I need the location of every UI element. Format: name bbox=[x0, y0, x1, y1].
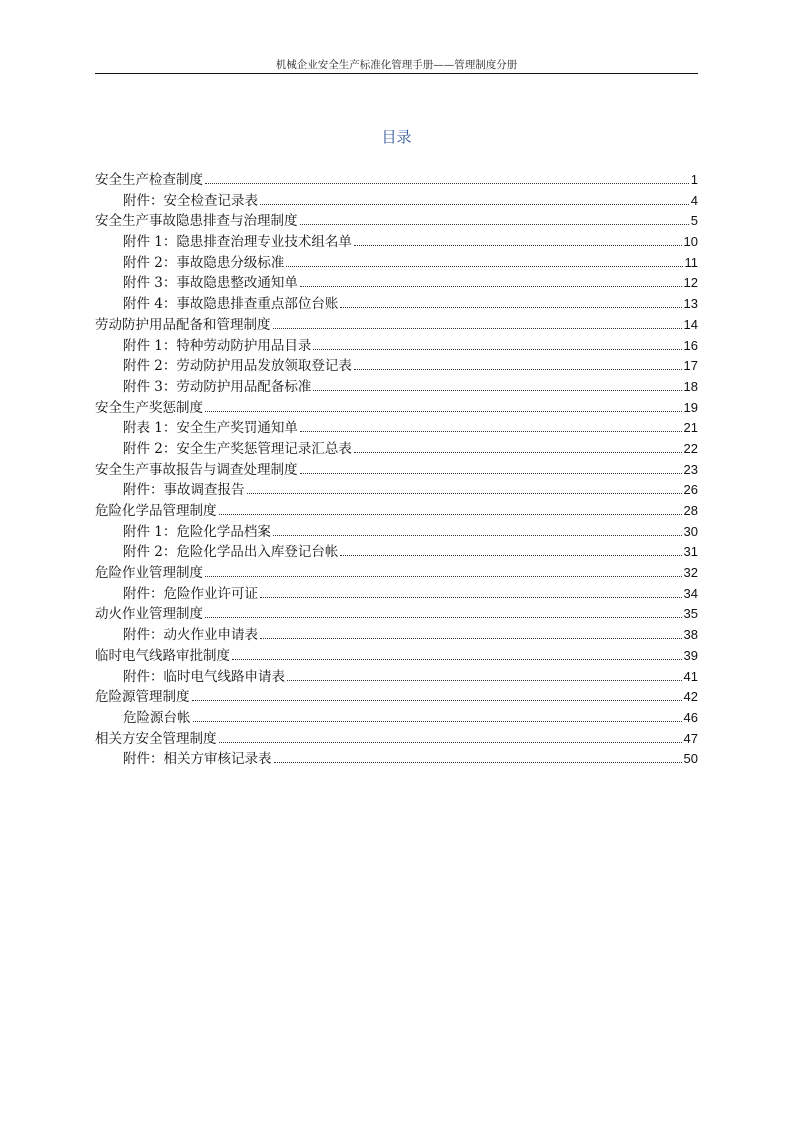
toc-entry[interactable] bbox=[95, 604, 698, 625]
toc-entry[interactable] bbox=[95, 729, 698, 750]
toc-subentry[interactable] bbox=[95, 253, 698, 274]
toc-page-number[interactable]: 39 bbox=[683, 647, 698, 663]
toc-dot-leader bbox=[300, 473, 682, 474]
toc-page-number[interactable]: 10 bbox=[683, 234, 698, 250]
toc-entry[interactable] bbox=[95, 170, 698, 191]
toc-subentry[interactable] bbox=[95, 749, 698, 770]
toc-subentry[interactable] bbox=[95, 522, 698, 543]
header-rule bbox=[95, 73, 698, 74]
toc-subentry[interactable] bbox=[95, 542, 698, 563]
toc-page-number[interactable]: 47 bbox=[683, 730, 698, 746]
toc-entry-label[interactable]: 附件 1：危险化学品档案 bbox=[123, 523, 271, 540]
toc-subentry[interactable] bbox=[95, 480, 698, 501]
toc-page-number[interactable]: 18 bbox=[683, 378, 698, 394]
toc-subentry[interactable] bbox=[95, 708, 698, 729]
toc-entry-label[interactable]: 危险作业管理制度 bbox=[95, 565, 203, 582]
toc-dot-leader bbox=[300, 224, 689, 225]
toc-subentry[interactable] bbox=[95, 191, 698, 212]
toc-dot-leader bbox=[205, 617, 682, 618]
toc-entry[interactable] bbox=[95, 563, 698, 584]
toc-page-number[interactable]: 19 bbox=[683, 399, 698, 415]
table-of-contents bbox=[95, 170, 698, 770]
toc-subentry[interactable] bbox=[95, 667, 698, 688]
toc-dot-leader bbox=[354, 369, 682, 370]
toc-subentry[interactable] bbox=[95, 584, 698, 605]
toc-dot-leader bbox=[273, 535, 682, 536]
toc-dot-leader bbox=[313, 390, 681, 391]
running-header: 机械企业安全生产标准化管理手册——管理制度分册 bbox=[275, 59, 518, 71]
toc-dot-leader bbox=[247, 493, 682, 494]
toc-entry-label[interactable]: 附件 1：特种劳动防护用品目录 bbox=[123, 337, 312, 354]
toc-dot-leader bbox=[354, 452, 682, 453]
toc-dot-leader bbox=[340, 555, 681, 556]
toc-subentry[interactable] bbox=[95, 273, 698, 294]
toc-entry-label[interactable]: 附件 2：劳动防护用品发放领取登记表 bbox=[123, 358, 352, 375]
toc-dot-leader bbox=[300, 431, 682, 432]
toc-entry-label[interactable]: 附件：临时电气线路申请表 bbox=[123, 668, 285, 685]
toc-dot-leader bbox=[300, 286, 682, 287]
toc-page-number[interactable]: 14 bbox=[683, 316, 698, 332]
toc-entry-label[interactable]: 附件 3：事故隐患整改通知单 bbox=[123, 275, 298, 292]
toc-entry[interactable] bbox=[95, 460, 698, 481]
toc-entry[interactable] bbox=[95, 211, 698, 232]
toc-dot-leader bbox=[273, 328, 682, 329]
toc-dot-leader bbox=[205, 183, 689, 184]
toc-dot-leader bbox=[287, 680, 682, 681]
toc-entry-label[interactable]: 安全生产事故报告与调查处理制度 bbox=[95, 461, 298, 478]
toc-subentry[interactable] bbox=[95, 625, 698, 646]
toc-subentry[interactable] bbox=[95, 418, 698, 439]
toc-entry[interactable] bbox=[95, 315, 698, 336]
toc-dot-leader bbox=[193, 721, 682, 722]
toc-page-number[interactable]: 5 bbox=[690, 213, 698, 229]
toc-page-number[interactable]: 17 bbox=[683, 358, 698, 374]
toc-entry-label[interactable]: 附件 3：劳动防护用品配备标准 bbox=[123, 378, 312, 395]
toc-entry-label[interactable]: 附件 2：安全生产奖惩管理记录汇总表 bbox=[123, 440, 352, 457]
toc-subentry[interactable] bbox=[95, 439, 698, 460]
toc-entry-label[interactable]: 附件 2：危险化学品出入库登记台帐 bbox=[123, 544, 339, 561]
toc-page-number[interactable]: 16 bbox=[683, 337, 698, 353]
toc-entry-label[interactable]: 附件 4：事故隐患排查重点部位台账 bbox=[123, 296, 339, 313]
toc-entry-label[interactable]: 危险化学品管理制度 bbox=[95, 503, 217, 519]
toc-page-number[interactable]: 12 bbox=[683, 275, 698, 291]
toc-dot-leader bbox=[205, 411, 682, 412]
toc-dot-leader bbox=[219, 514, 682, 515]
toc-page-number[interactable]: 11 bbox=[684, 254, 698, 270]
toc-entry-label[interactable]: 附件：事故调查报告 bbox=[123, 482, 245, 499]
toc-entry-label[interactable]: 安全生产奖惩制度 bbox=[95, 399, 203, 416]
toc-entry-label[interactable]: 相关方安全管理制度 bbox=[95, 730, 217, 747]
toc-entry[interactable] bbox=[95, 646, 698, 667]
toc-page-number[interactable]: 50 bbox=[683, 751, 698, 767]
toc-entry-label[interactable]: 安全生产事故隐患排查与治理制度 bbox=[95, 213, 298, 230]
toc-subentry[interactable] bbox=[95, 377, 698, 398]
toc-page-number[interactable]: 22 bbox=[683, 440, 698, 456]
toc-entry-label[interactable]: 危险源管理制度 bbox=[95, 689, 190, 706]
toc-page-number[interactable]: 32 bbox=[683, 565, 698, 581]
toc-entry[interactable] bbox=[95, 687, 698, 708]
toc-entry-label[interactable]: 附件 1：隐患排查治理专业技术组名单 bbox=[123, 234, 352, 251]
toc-entry-label[interactable]: 附件：相关方审核记录表 bbox=[123, 751, 272, 768]
toc-entry-label[interactable]: 附件：动火作业申请表 bbox=[123, 627, 258, 644]
toc-page-number[interactable]: 23 bbox=[683, 461, 698, 477]
toc-page-number[interactable]: 1 bbox=[690, 172, 698, 187]
toc-page-number[interactable]: 41 bbox=[683, 668, 698, 684]
toc-entry[interactable] bbox=[95, 398, 698, 419]
toc-dot-leader bbox=[260, 638, 682, 639]
toc-entry-label[interactable]: 附件：危险作业许可证 bbox=[123, 585, 258, 602]
toc-page-number[interactable]: 34 bbox=[683, 585, 698, 601]
toc-page-number[interactable]: 31 bbox=[683, 544, 698, 560]
toc-page-number[interactable]: 30 bbox=[683, 523, 698, 539]
toc-page-number[interactable]: 38 bbox=[683, 627, 698, 643]
toc-subentry[interactable] bbox=[95, 232, 698, 253]
toc-dot-leader bbox=[313, 349, 681, 350]
toc-subentry[interactable] bbox=[95, 294, 698, 315]
toc-dot-leader bbox=[219, 742, 682, 743]
toc-dot-leader bbox=[260, 204, 689, 205]
toc-dot-leader bbox=[340, 307, 681, 308]
toc-subentry[interactable] bbox=[95, 336, 698, 357]
toc-dot-leader bbox=[286, 266, 682, 267]
toc-subentry[interactable] bbox=[95, 356, 698, 377]
toc-title: 目录 bbox=[381, 128, 412, 146]
toc-dot-leader bbox=[232, 659, 682, 660]
toc-entry[interactable] bbox=[95, 501, 698, 522]
toc-entry-label[interactable]: 动火作业管理制度 bbox=[95, 606, 203, 623]
toc-entry-label[interactable]: 附件 2：事故隐患分级标准 bbox=[123, 254, 285, 271]
toc-page-number[interactable]: 35 bbox=[683, 606, 698, 622]
toc-page-number[interactable]: 13 bbox=[683, 296, 698, 312]
toc-entry-label[interactable]: 附件：安全检查记录表 bbox=[123, 192, 258, 209]
toc-page-number[interactable]: 26 bbox=[683, 482, 698, 498]
toc-entry-label[interactable]: 危险源台帐 bbox=[123, 709, 191, 726]
toc-dot-leader bbox=[205, 576, 682, 577]
toc-entry-label[interactable]: 临时电气线路审批制度 bbox=[95, 647, 230, 664]
toc-dot-leader bbox=[274, 762, 682, 763]
toc-dot-leader bbox=[260, 597, 682, 598]
toc-page-number[interactable]: 21 bbox=[683, 420, 698, 436]
toc-page-number[interactable]: 4 bbox=[690, 192, 698, 208]
toc-entry-label[interactable]: 附表 1：安全生产奖罚通知单 bbox=[123, 420, 298, 437]
toc-page-number[interactable]: 46 bbox=[683, 709, 698, 725]
toc-dot-leader bbox=[192, 700, 682, 701]
toc-dot-leader bbox=[354, 245, 682, 246]
toc-entry-label[interactable]: 劳动防护用品配备和管理制度 bbox=[95, 316, 271, 333]
toc-page-number[interactable]: 28 bbox=[683, 503, 698, 518]
toc-page-number[interactable]: 42 bbox=[683, 689, 698, 705]
toc-entry-label[interactable]: 安全生产检查制度 bbox=[95, 172, 203, 188]
